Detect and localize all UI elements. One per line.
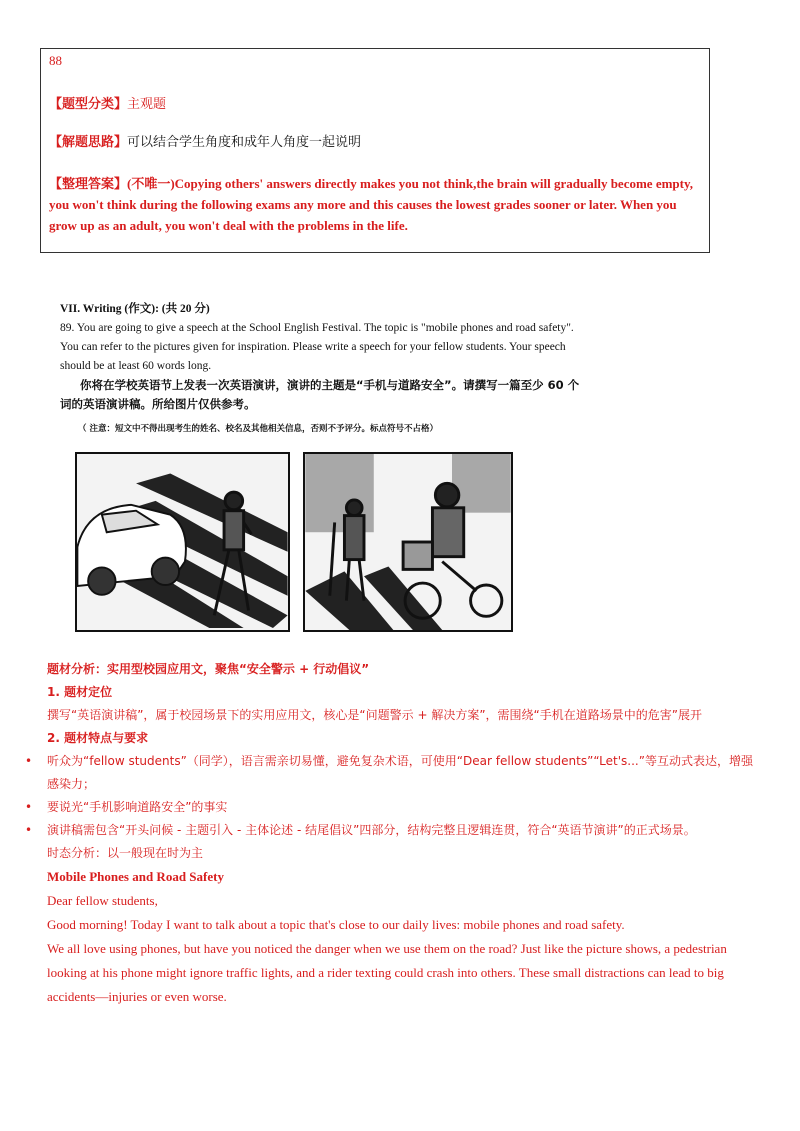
bullet-facts-text: 要说光“手机影响道路安全”的事实 <box>47 800 228 814</box>
pedestrian-illustration <box>77 454 288 630</box>
idea-label: 【解题思路】 <box>49 134 128 149</box>
analysis-title: 题材分析：实用型校园应用文，聚焦“安全警示 + 行动倡议” <box>47 662 370 676</box>
bullet-structure <box>25 819 759 842</box>
essay-greeting: Dear fellow students, <box>47 893 158 908</box>
section1-text: 撰写“英语演讲稿”，属于校园场景下的实用应用文，核心是“问题警示 + 解决方案”，需围绕“手机在道路场景中的危害”展开 <box>47 708 702 722</box>
bullet-audience <box>25 750 759 796</box>
rider-illustration <box>305 454 511 630</box>
bullet-audience-text: 听众为“fellow students”（同学），语言需亲切易懂，避免复杂术语，可使用“Dear fellow students”“Let's...”等互动式表达，增强感染力； <box>47 754 753 791</box>
section1-title: 1. 题材定位 <box>47 685 113 699</box>
idea-value: 可以结合学生角度和成年人角度一起说明 <box>127 134 362 149</box>
answer-box <box>40 48 710 253</box>
type-row <box>49 93 166 112</box>
type-label: 【题型分类】 <box>49 96 128 111</box>
answer-row <box>49 173 705 236</box>
type-value: 主观题 <box>127 96 167 111</box>
picture-pedestrian-phone <box>75 452 290 632</box>
analysis-section <box>25 658 759 1009</box>
writing-cn-instruction: 你将在学校英语节上发表一次英语演讲，演讲的主题是“手机与道路安全”。请撰写一篇至少 60 个词的英语演讲稿。所给图片仅供参考。 <box>60 378 580 411</box>
answer-value: (不唯一)Copying others' answers directly makes you not think,the brain will gradually become empty, you won't think during the following exams any more and this causes the lowest grades sooner or later. When you grow up as an adult, you won't deal with the problems in the life. <box>49 176 694 233</box>
bullet-facts <box>25 796 759 819</box>
bullet-dot-icon: • <box>25 754 33 768</box>
essay-paragraph-1: Good morning! Today I want to talk about a topic that's close to our daily lives: mobile phones and road safety. <box>47 917 625 932</box>
section2-title: 2. 题材特点与要求 <box>47 731 149 745</box>
writing-note: （ 注意：短文中不得出现考生的姓名、校名及其他相关信息，否则不予评分。标点符号不占格） <box>78 424 438 434</box>
writing-question <box>60 300 580 439</box>
essay-title: Mobile Phones and Road Safety <box>47 869 224 884</box>
idea-row <box>49 131 361 150</box>
picture-rider-texting <box>303 452 513 632</box>
writing-heading: VII. Writing (作文): (共 20 分) <box>60 303 210 315</box>
tense-analysis: 时态分析：以一般现在时为主 <box>47 846 204 860</box>
bullet-structure-text: 演讲稿需包含“开头问候 - 主题引入 - 主体论述 - 结尾倡议”四部分，结构完整且逻辑连贯，符合“英语节演讲”的正式场景。 <box>47 823 696 837</box>
essay-paragraph-2: We all love using phones, but have you noticed the danger when we use them on the road? Just like the picture shows, a pedestrian looking at his phone might ignore traffic lights, and a rider texting could crash into others. These small distractions can lead to big accidents—injuries or even worse. <box>47 941 727 1004</box>
bullet-dot-icon: • <box>25 800 33 814</box>
bullet-dot-icon: • <box>25 823 33 837</box>
answer-label: 【整理答案】 <box>49 176 128 191</box>
question-number: 88 <box>49 53 62 68</box>
writing-prompt: 89. You are going to give a speech at the School English Festival. The topic is "mobile phones and road safety". You can refer to the pictures given for inspiration. Please write a speech for your fellow students. Your speech should be at least 60 words long. <box>60 322 574 372</box>
